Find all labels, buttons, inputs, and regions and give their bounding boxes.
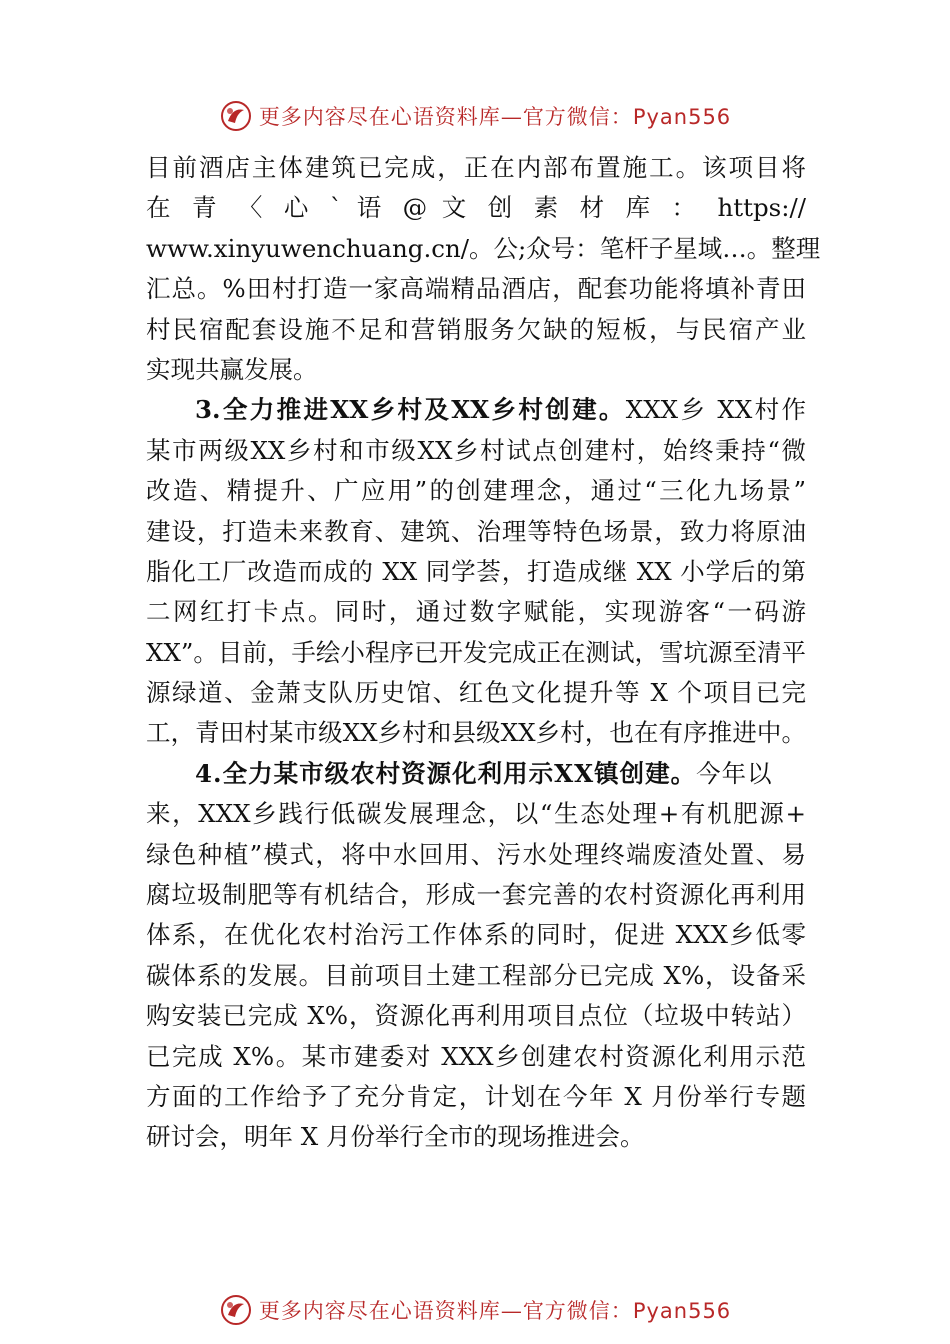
watermark-header: [0, 96, 950, 136]
text-line: 购安装已完成 X%，资源化再利用项目点位（垃圾中转站）: [146, 1001, 806, 1031]
paragraph-4-first-line: [146, 754, 806, 794]
text-line: 在 青 〈 心 ` 语 @ 文 创 素 材 库 ： https://: [146, 193, 806, 223]
logo-icon: [219, 1293, 253, 1327]
text-line: 腐垃圾制肥等有机结合，形成一套完善的农村资源化再利用: [146, 880, 806, 910]
document-body: [146, 148, 821, 1158]
text-line: 村民宿配套设施不足和营销服务欠缺的短板，与民宿产业: [146, 314, 806, 344]
text-line: 工，青田村某市级XX乡村和县级XX乡村，也在有序推进中。: [146, 718, 806, 748]
text-line: 体系，在优化农村治污工作体系的同时，促进 XXX乡低零: [146, 920, 806, 950]
text-line: www.xinyuwenchuang.cn/。公;众号：笔杆子星域…。整理: [146, 233, 821, 263]
text-line: 二网红打卡点。同时，通过数字赋能，实现游客“一码游: [146, 597, 806, 627]
text-line: 目前酒店主体建筑已完成，正在内部布置施工。该项目将: [146, 153, 806, 182]
paragraph-4-lead: 今年以: [696, 758, 773, 788]
paragraph-3-lead: XXX乡 XX村作: [625, 395, 806, 425]
text-line: 碳体系的发展。目前项目土建工程部分已完成 X%，设备采: [146, 960, 806, 990]
text-line: XX”。目前，手绘小程序已开发完成正在测试，雪坑源至清平: [146, 637, 806, 667]
watermark-text: 更多内容尽在心语资料库—官方微信：Pyan556: [258, 1299, 732, 1323]
text-line: 绿色种植”模式，将中水回用、污水处理终端废渣处置、易: [146, 839, 806, 869]
text-line: 建设，打造未来教育、建筑、治理等特色场景，致力将原油: [146, 516, 806, 546]
text-line: 脂化工厂改造而成的 XX 同学荟，打造成继 XX 小学后的第: [146, 556, 806, 586]
paragraph-3-heading: 3.全力推进XX乡村及XX乡村创建。: [195, 395, 626, 425]
text-line: 实现共赢发展。: [146, 354, 318, 384]
paragraph-3-first-line: [146, 390, 806, 430]
paragraph-4-heading: 4.全力某市级农村资源化利用示XX镇创建。: [195, 758, 697, 788]
text-line: 源绿道、金萧支队历史馆、红色文化提升等 X 个项目已完: [146, 678, 806, 708]
watermark-text: 更多内容尽在心语资料库—官方微信：Pyan556: [258, 105, 732, 129]
text-line: 某市两级XX乡村和市级XX乡村试点创建村，始终秉持“微: [146, 435, 806, 465]
text-line: 汇总。%田村打造一家高端精品酒店，配套功能将填补青田: [146, 274, 806, 304]
logo-icon: [219, 99, 253, 133]
text-line: 研讨会，明年 X 月份举行全市的现场推进会。: [146, 1122, 645, 1152]
text-line: 已完成 X%。某市建委对 XXX乡创建农村资源化利用示范: [146, 1041, 806, 1071]
text-line: 改造、精提升、广应用”的创建理念，通过“三化九场景”: [146, 476, 806, 506]
watermark-footer: [0, 1290, 950, 1330]
text-line: 方面的工作给予了充分肯定，计划在今年 X 月份举行专题: [146, 1081, 806, 1111]
text-line: 来，XXX乡践行低碳发展理念，以“生态处理+有机肥源+: [146, 799, 806, 829]
